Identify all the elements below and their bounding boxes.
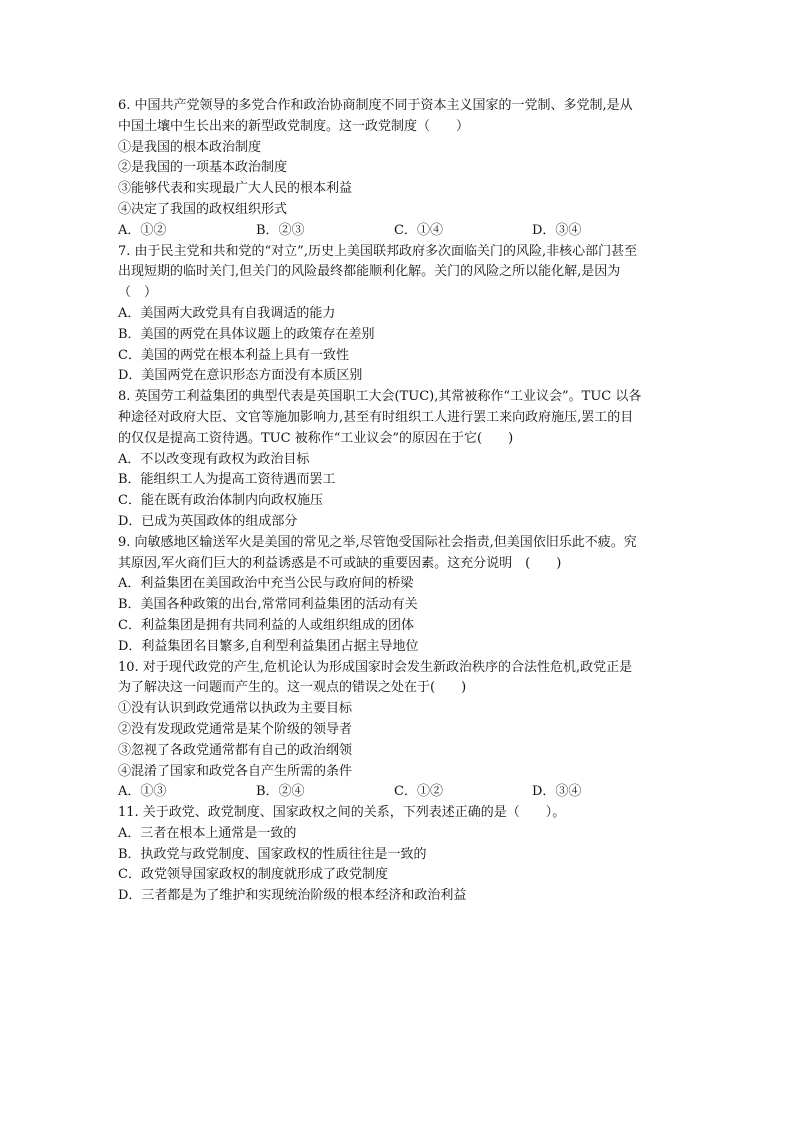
option-c: C．政党领导国家政权的制度就形成了政党制度	[118, 867, 388, 883]
statement: ②没有发现政党通常是某个阶级的领导者	[118, 721, 353, 737]
question-7	[118, 242, 678, 388]
choice-c: C．①④	[394, 222, 443, 238]
option-c: C．美国的两党在根本利益上具有一致性	[118, 347, 349, 363]
statement: ③忽视了各政党通常都有自己的政治纲领	[118, 742, 353, 758]
choice-row	[118, 782, 678, 803]
choice-row	[118, 221, 678, 242]
choice-d: D．③④	[532, 222, 582, 238]
question-stem: 7. 由于民主党和共和党的“对立”,历史上美国联邦政府多次面临关门的风险,非核心部门甚至	[118, 243, 638, 259]
choice-b: B．②③	[256, 222, 305, 238]
question-stem: 8. 英国劳工利益集团的典型代表是英国职工大会(TUC),其常被称作“工业议会”。TUC 以各	[118, 389, 642, 405]
choice-c: C．①②	[394, 784, 443, 800]
question-stem: 中国土壤中生长出来的新型政党制度。这一政党制度（ ）	[118, 118, 470, 134]
question-stem: 种途径对政府大臣、文官等施加影响力,甚至有时组织工人进行罢工来向政府施压,罢工的目	[118, 409, 634, 425]
statement: ④混淆了国家和政党各自产生所需的条件	[118, 763, 353, 779]
statement: ④决定了我国的政权组织形式	[118, 201, 288, 217]
question-9	[118, 533, 678, 658]
question-stem: （ ）	[118, 285, 158, 301]
choice-a: A．①③	[118, 784, 167, 800]
choice-b: B．②④	[256, 784, 305, 800]
option-b: B．执政党与政党制度、国家政权的性质往往是一致的	[118, 846, 427, 862]
question-stem: 10. 对于现代政党的产生,危机论认为形成国家时会发生新政治秩序的合法性危机,政党正是	[118, 659, 633, 675]
option-d: D．利益集团名目繁多,自利型利益集团占据主导地位	[118, 638, 419, 654]
statement: ①是我国的根本政治制度	[118, 139, 262, 155]
option-d: D．三者都是为了维护和实现统治阶级的根本经济和政治利益	[118, 888, 467, 904]
question-stem: 9. 向敏感地区输送军火是美国的常见之举,尽管饱受国际社会指责,但美国依旧乐此不疲。究	[118, 534, 637, 550]
question-stem: 其原因,军火商们巨大的利益诱惑是不可或缺的重要因素。这充分说明 ( )	[118, 555, 562, 571]
question-stem: 为了解决这一问题而产生的。这一观点的错误之处在于( )	[118, 680, 467, 696]
statement: ②是我国的一项基本政治制度	[118, 160, 288, 176]
exam-page	[118, 96, 678, 907]
choice-d: D．③④	[532, 784, 582, 800]
question-11	[118, 803, 678, 907]
question-stem: 出现短期的临时关门,但关门的风险最终都能顺利化解。关门的风险之所以能化解,是因为	[118, 264, 621, 280]
statement: ③能够代表和实现最广大人民的根本利益	[118, 181, 353, 197]
question-stem: 的仅仅是提高工资待遇。TUC 被称作“工业议会”的原因在于它( )	[118, 430, 514, 446]
question-8	[118, 387, 678, 533]
question-stem: 11. 关于政党、政党制度、国家政权之间的关系，下列表述正确的是（ ）。	[118, 805, 566, 821]
option-c: C．能在既有政治体制内向政权施压	[118, 493, 323, 509]
question-stem: 6. 中国共产党领导的多党合作和政治协商制度不同于资本主义国家的一党制、多党制,是从	[118, 98, 633, 113]
option-a: A．美国两大政党具有自我调适的能力	[118, 305, 336, 321]
option-a: A．不以改变现有政权为政治目标	[118, 451, 310, 467]
option-d: D．已成为英国政体的组成部分	[118, 513, 298, 529]
option-a: A．利益集团在美国政治中充当公民与政府间的桥梁	[118, 576, 414, 592]
option-d: D．美国两党在意识形态方面没有本质区别	[118, 368, 363, 384]
question-10	[118, 658, 678, 804]
option-b: B．能组织工人为提高工资待遇而罢工	[118, 472, 336, 488]
option-b: B．美国各种政策的出台,常常同利益集团的活动有关	[118, 597, 418, 613]
option-b: B．美国的两党在具体议题上的政策存在差别	[118, 326, 375, 342]
statement: ①没有认识到政党通常以执政为主要目标	[118, 701, 353, 717]
option-c: C．利益集团是拥有共同利益的人或组织组成的团体	[118, 617, 414, 633]
option-a: A．三者在根本上通常是一致的	[118, 825, 297, 841]
question-6	[118, 96, 678, 242]
choice-a: A．①②	[118, 222, 167, 238]
